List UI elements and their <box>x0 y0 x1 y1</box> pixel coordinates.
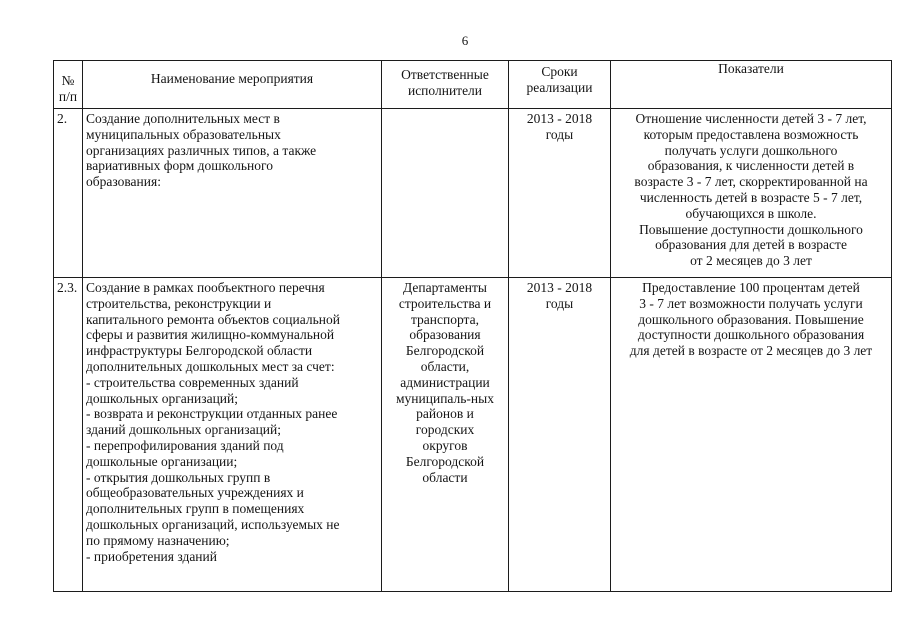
row-number-text: 2. <box>57 111 68 126</box>
row-responsible-text: Департаменты строительства и транспорта, образования Белгородской области, администрации муниципаль-ных районов и городских округов Белгородской области <box>396 280 494 485</box>
row-name <box>83 278 382 592</box>
row-term <box>509 278 611 592</box>
plan-table <box>53 60 892 592</box>
row-name-text: Создание в рамках пообъектного перечня строительства, реконструкции и капитального ремонта объектов социальной сферы и развития жилищно-коммунальной инфраструктуры Белгородской области дополнительных дошкольных мест за счет: - строительства современных зданий дошкольных организаций; - возврата и реконструкции отданных ранее зданий дошкольных организаций; - перепрофилирования зданий под дошкольные организации; - открытия дошкольных групп в общеобразовательных учреждениях и дополнительных групп в помещениях дошкольных организаций, используемых не по прямому назначению; - приобретения зданий <box>86 280 340 564</box>
header-indicators <box>611 61 892 109</box>
row-name <box>83 109 382 278</box>
header-number-label: № п/п <box>58 73 78 104</box>
header-term-label: Сроки реализации <box>526 64 593 95</box>
row-number <box>54 278 83 592</box>
row-number-text: 2.3. <box>57 280 78 295</box>
row-number <box>54 109 83 278</box>
row-indicators-text: Отношение численности детей 3 - 7 лет, которым предоставлена возможность получать услуги дошкольного образования, к численности детей в возрасте 3 - 7 лет, скорректированной на численность детей в возрасте 5 - 7 лет, обучающихся в школе. Повышение доступности дошкольного образования для детей в возрасте от 2 месяцев до 3 лет <box>634 111 868 269</box>
header-name-label: Наименование мероприятия <box>150 71 314 86</box>
page-number: 6 <box>461 33 469 48</box>
table-row <box>54 109 892 278</box>
row-responsible <box>382 109 509 278</box>
header-number <box>54 61 83 109</box>
row-term <box>509 109 611 278</box>
header-name <box>83 61 382 109</box>
table-header-row <box>54 61 892 109</box>
header-term <box>509 61 611 109</box>
header-responsible-label: Ответственные исполнители <box>401 67 489 98</box>
row-responsible <box>382 278 509 592</box>
row-indicators <box>611 109 892 278</box>
header-indicators-label: Показатели <box>718 61 784 76</box>
row-term-text: 2013 - 2018 годы <box>526 111 593 142</box>
table-row <box>54 278 892 592</box>
row-indicators <box>611 278 892 592</box>
header-responsible <box>382 61 509 109</box>
row-indicators-text: Предоставление 100 процентам детей 3 - 7 лет возможности получать услуги дошкольного образования. Повышение доступности дошкольного образования для детей в возрасте от 2 месяцев до 3 лет <box>629 280 873 359</box>
row-name-text: Создание дополнительных мест в муниципальных образовательных организациях различных типов, а также вариативных форм дошкольного образования: <box>86 111 317 190</box>
row-term-text: 2013 - 2018 годы <box>526 280 593 311</box>
